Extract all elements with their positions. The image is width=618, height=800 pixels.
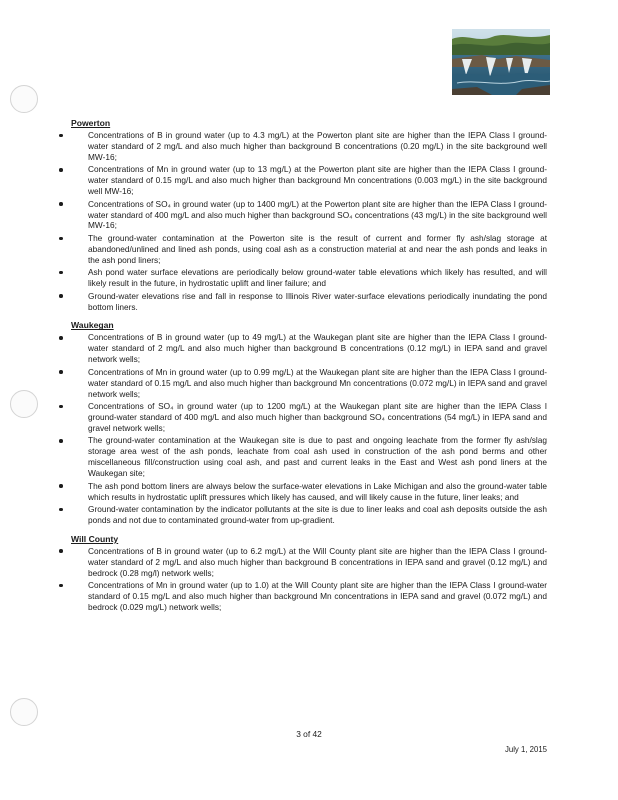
section-title-will-county: Will County [71, 533, 119, 544]
list-item-text: Concentrations of SO₄ in ground water (up to 1200 mg/L) at the Waukegan plant site are higher than the IEPA Class I ground-water standard of 400 mg/L and also much higher than background SO₄ concentrations (54 mg/L) in IEPA sand and gravel network wells; [88, 401, 547, 433]
list-item-text: Concentrations of B in ground water (up to 4.3 mg/L) at the Powerton plant site are higher than the IEPA Class I ground-water standard of 2 mg/L and also much higher than background B concentrations (0.20 mg/L) in the site background well MW-16; [88, 130, 547, 162]
bullet-dot-icon [59, 134, 63, 138]
list-item [71, 401, 547, 434]
list-item [71, 291, 547, 313]
bullet-dot-icon [59, 439, 63, 443]
bullet-dot-icon [59, 405, 63, 409]
list-item-text: Concentrations of Mn in ground water (up to 1.0) at the Will County plant site are higher than the IEPA Class I ground-water standard of 0.15 mg/L and also much higher than background Mn concentrations in IEPA sand and gravel (0.072 mg/L) and bedrock (0.029 mg/L) network wells; [88, 580, 547, 612]
list-item-text: Concentrations of SO₄ in ground water (up to 1400 mg/L) at the Powerton plant site are higher than the IEPA Class I ground-water standard of 400 mg/L and also much higher than background SO₄ concentrations (43 mg/L) in the site background well MW-16; [88, 198, 547, 231]
waterfall-photo [452, 29, 550, 95]
list-item [71, 481, 547, 503]
list-item [71, 332, 547, 365]
bullet-dot-icon [59, 549, 63, 553]
list-item-text: The ground-water contamination at the Waukegan site is due to past and ongoing leachate from the former fly ash/slag storage area west of the ash ponds, leachate from coal ash used in construction of the ash pond berms and other miscellaneous fill/construction using coal ash, and past and current leaks in the East and West ash pond liners at the Waukegan site; [88, 435, 547, 479]
list-item [71, 580, 547, 613]
bullet-dot-icon [59, 584, 63, 588]
page-number: 3 of 42 [296, 729, 322, 739]
bullet-dot-icon [59, 484, 63, 488]
list-item-text: Concentrations of B in ground water (up to 49 mg/L) at the Waukegan plant site are higher than the IEPA Class I ground-water standard of 2 mg/L and also much higher than background B concentrations (0.12 mg/L) in IEPA sand and gravel network wells; [88, 332, 547, 365]
list-item-text: Concentrations of B in ground water (up to 6.2 mg/L) at the Will County plant site are higher than the IEPA Class I ground-water standard of 2 mg/L and also much higher than background B concentrations in IEPA sand and gravel (0.12 mg/L) and bedrock (0.28 mg/l) network wells; [88, 545, 547, 578]
binder-hole-bottom [10, 698, 38, 726]
binder-hole-middle [10, 390, 38, 418]
list-item [71, 435, 547, 479]
bullet-dot-icon [59, 202, 63, 206]
document-date: July 1, 2015 [504, 745, 547, 754]
list-item [71, 199, 547, 232]
list-item-text: Ash pond water surface elevations are periodically below ground-water table elevations which likely has resulted, and will likely result in the future, in hydrostatic uplift and liner failure; and [88, 267, 547, 289]
list-item [71, 130, 547, 163]
list-item [71, 267, 547, 289]
list-item [71, 504, 547, 526]
binder-hole-top [10, 85, 38, 113]
list-item-text: The ground-water contamination at the Powerton site is the result of current and former fly ash/slag storage at abandoned/unlined and lined ash ponds, using coal ash as a construction material at and near the ash ponds and leaks in the ash pond liners; [88, 232, 547, 265]
section-title-powerton: Powerton [71, 118, 111, 128]
powerton-bullet-list [71, 130, 547, 312]
list-item [71, 164, 547, 197]
list-item-text: The ash pond bottom liners are always below the surface-water elevations in Lake Michigan and also the ground-water table which results in hydrostatic uplift pressures which likely has caused, and will likely cause in the future, liner leaks; and [88, 480, 547, 502]
bullet-dot-icon [59, 294, 63, 298]
list-item [71, 367, 547, 400]
list-item-text: Ground-water contamination by the indicator pollutants at the site is due to liner leaks and coal ash deposits outside the ash ponds and not due to contaminated ground-water from up-gradient. [88, 504, 547, 525]
bullet-dot-icon [59, 237, 63, 241]
list-item-text: Concentrations of Mn in ground water (up to 0.99 mg/L) at the Waukegan plant site are higher than the IEPA Class I ground-water standard of 0.15 mg/L and also much higher than background Mn concentrations (0.072 mg/L) in IEPA sand and gravel network wells; [88, 366, 547, 399]
document-body [71, 118, 547, 614]
bullet-dot-icon [59, 168, 63, 172]
waukegan-bullet-list [71, 332, 547, 525]
list-item [71, 233, 547, 266]
will-county-bullet-list [71, 546, 547, 613]
bullet-dot-icon [59, 508, 63, 512]
section-title-waukegan: Waukegan [71, 320, 114, 331]
list-item-text: Ground-water elevations rise and fall in response to Illinois River water-surface elevations periodically inundating the pond bottom liners. [88, 290, 547, 312]
bullet-dot-icon [59, 370, 63, 374]
list-item [71, 546, 547, 579]
list-item-text: Concentrations of Mn in ground water (up to 13 mg/L) at the Powerton plant site are higher than the IEPA Class I ground-water standard of 0.15 mg/L and also much higher than background Mn concentrations (0.003 mg/L) in the site background well MW-16; [88, 164, 547, 197]
bullet-dot-icon [59, 336, 63, 340]
bullet-dot-icon [59, 271, 63, 275]
